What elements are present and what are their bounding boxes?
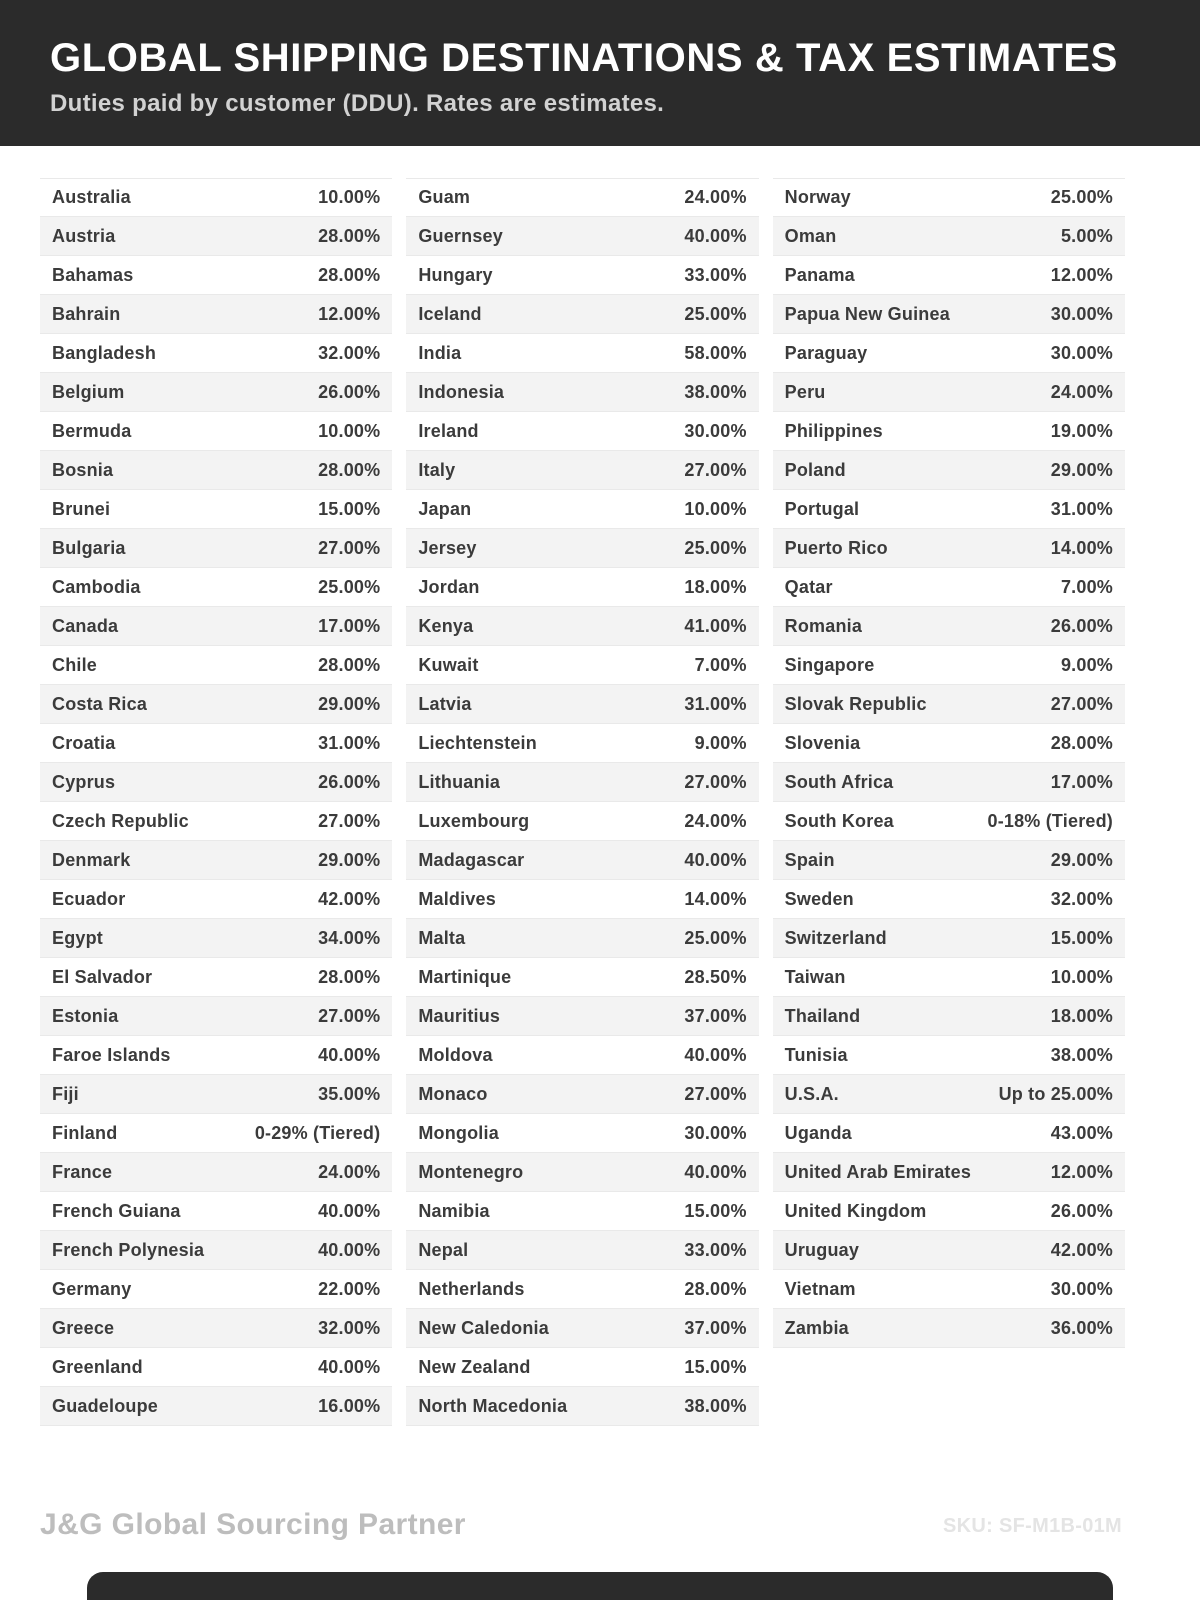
tax-rate: 12.00% bbox=[318, 303, 381, 324]
table-row bbox=[406, 607, 758, 646]
tax-rate: 24.00% bbox=[684, 187, 747, 207]
country-name: Bermuda bbox=[52, 420, 132, 441]
header bbox=[0, 0, 1200, 146]
tax-rate: 22.00% bbox=[318, 1278, 381, 1299]
tax-rate: 58.00% bbox=[684, 342, 747, 363]
country-name: Greece bbox=[52, 1317, 115, 1338]
country-name: Qatar bbox=[784, 576, 833, 597]
tax-rate: 32.00% bbox=[318, 342, 381, 363]
table-row bbox=[40, 178, 392, 217]
country-name: French Guiana bbox=[52, 1200, 181, 1221]
table-row bbox=[773, 1036, 1125, 1075]
table-row bbox=[40, 1192, 392, 1231]
table-row bbox=[40, 724, 392, 763]
table-row bbox=[40, 1309, 392, 1348]
table-row bbox=[406, 1387, 758, 1426]
table-row bbox=[773, 997, 1125, 1036]
country-name: Ecuador bbox=[52, 888, 126, 909]
country-name: Poland bbox=[784, 459, 846, 480]
tax-rate: 26.00% bbox=[1050, 615, 1113, 636]
table-row bbox=[773, 880, 1125, 919]
tax-rate: 10.00% bbox=[318, 420, 381, 441]
table-row bbox=[773, 568, 1125, 607]
table-row bbox=[773, 451, 1125, 490]
tax-rate: 9.00% bbox=[1060, 654, 1113, 675]
table-row bbox=[40, 646, 392, 685]
country-name: France bbox=[52, 1161, 113, 1182]
tax-rate: 28.00% bbox=[318, 654, 381, 675]
tax-rate: 10.00% bbox=[1050, 966, 1113, 987]
table-row bbox=[773, 1153, 1125, 1192]
tax-rate: 27.00% bbox=[318, 537, 381, 558]
country-name: Egypt bbox=[52, 927, 104, 948]
tax-rate: 30.00% bbox=[1050, 342, 1113, 363]
tax-rate: 28.00% bbox=[318, 459, 381, 480]
rates-column-3 bbox=[773, 178, 1125, 1348]
country-name: Austria bbox=[52, 225, 116, 246]
country-name: Namibia bbox=[418, 1200, 490, 1221]
country-name: Luxembourg bbox=[418, 810, 530, 831]
country-name: Portugal bbox=[784, 498, 860, 519]
rates-table bbox=[40, 178, 1125, 1426]
country-name: Peru bbox=[784, 381, 826, 402]
country-name: United Kingdom bbox=[784, 1200, 927, 1221]
country-name: Romania bbox=[784, 615, 863, 636]
tax-rate: 25.00% bbox=[1050, 187, 1113, 207]
tax-rate: 7.00% bbox=[1060, 576, 1113, 597]
tax-rate: 24.00% bbox=[1050, 381, 1113, 402]
tax-rate: 28.50% bbox=[684, 966, 747, 987]
country-name: Costa Rica bbox=[52, 693, 148, 714]
table-row bbox=[773, 1192, 1125, 1231]
table-row bbox=[40, 919, 392, 958]
tax-rate: 30.00% bbox=[684, 1122, 747, 1143]
table-row bbox=[40, 451, 392, 490]
table-row bbox=[773, 529, 1125, 568]
table-row bbox=[406, 1036, 758, 1075]
country-name: Brunei bbox=[52, 498, 111, 519]
country-name: Germany bbox=[52, 1278, 132, 1299]
table-row bbox=[40, 373, 392, 412]
country-name: New Zealand bbox=[418, 1356, 531, 1377]
table-row bbox=[406, 724, 758, 763]
country-name: Netherlands bbox=[418, 1278, 525, 1299]
tax-rate: 12.00% bbox=[1050, 1161, 1113, 1182]
country-name: Taiwan bbox=[784, 966, 846, 987]
country-name: Jordan bbox=[418, 576, 480, 597]
tax-rate: 31.00% bbox=[1050, 498, 1113, 519]
tax-rate: 29.00% bbox=[318, 849, 381, 870]
table-row bbox=[773, 1075, 1125, 1114]
table-row bbox=[40, 1075, 392, 1114]
country-name: Thailand bbox=[784, 1005, 861, 1026]
tax-rate: 33.00% bbox=[684, 264, 747, 285]
country-name: Uganda bbox=[784, 1122, 852, 1143]
country-name: Monaco bbox=[418, 1083, 488, 1104]
table-row bbox=[773, 217, 1125, 256]
country-name: Switzerland bbox=[784, 927, 887, 948]
tax-rate: 27.00% bbox=[684, 1083, 747, 1104]
table-row bbox=[40, 958, 392, 997]
country-name: Latvia bbox=[418, 693, 472, 714]
table-row bbox=[40, 997, 392, 1036]
tax-rate: 34.00% bbox=[318, 927, 381, 948]
tax-rate: 16.00% bbox=[318, 1395, 381, 1416]
tax-rate: 15.00% bbox=[684, 1356, 747, 1377]
country-name: Mauritius bbox=[418, 1005, 501, 1026]
country-name: Indonesia bbox=[418, 381, 505, 402]
table-row bbox=[40, 841, 392, 880]
tax-rate: 14.00% bbox=[1050, 537, 1113, 558]
table-row bbox=[773, 685, 1125, 724]
country-name: Denmark bbox=[52, 849, 131, 870]
table-row bbox=[40, 802, 392, 841]
tax-rate: 18.00% bbox=[1050, 1005, 1113, 1026]
table-row bbox=[40, 1270, 392, 1309]
country-name: Iceland bbox=[418, 303, 482, 324]
country-name: Australia bbox=[52, 187, 131, 207]
table-row bbox=[773, 1231, 1125, 1270]
tax-rate: 31.00% bbox=[318, 732, 381, 753]
tax-rate: 14.00% bbox=[684, 888, 747, 909]
table-row bbox=[406, 373, 758, 412]
country-name: Italy bbox=[418, 459, 456, 480]
table-row bbox=[40, 1231, 392, 1270]
tax-rate: 7.00% bbox=[694, 654, 747, 675]
tax-rate: 10.00% bbox=[318, 187, 381, 207]
table-row bbox=[406, 1153, 758, 1192]
table-row bbox=[406, 958, 758, 997]
country-name: Bosnia bbox=[52, 459, 114, 480]
table-row bbox=[40, 1348, 392, 1387]
tax-rate: 15.00% bbox=[1050, 927, 1113, 948]
tax-rate: 19.00% bbox=[1050, 420, 1113, 441]
tax-rate: 25.00% bbox=[318, 576, 381, 597]
country-name: Japan bbox=[418, 498, 472, 519]
tax-rate: 38.00% bbox=[1050, 1044, 1113, 1065]
country-name: Kenya bbox=[418, 615, 474, 636]
tax-rate: 26.00% bbox=[318, 381, 381, 402]
country-name: Lithuania bbox=[418, 771, 501, 792]
country-name: Jersey bbox=[418, 537, 477, 558]
tax-rate: 24.00% bbox=[684, 810, 747, 831]
table-row bbox=[406, 1348, 758, 1387]
tax-rate: 27.00% bbox=[1050, 693, 1113, 714]
tax-rate: 28.00% bbox=[318, 264, 381, 285]
table-row bbox=[406, 685, 758, 724]
country-name: U.S.A. bbox=[784, 1083, 839, 1104]
tax-rate: 17.00% bbox=[318, 615, 381, 636]
country-name: Liechtenstein bbox=[418, 732, 537, 753]
table-row bbox=[406, 1114, 758, 1153]
table-row bbox=[40, 685, 392, 724]
table-row bbox=[773, 334, 1125, 373]
table-row bbox=[773, 841, 1125, 880]
country-name: Faroe Islands bbox=[52, 1044, 171, 1065]
tax-rate: 29.00% bbox=[318, 693, 381, 714]
table-row bbox=[773, 724, 1125, 763]
table-row bbox=[773, 1309, 1125, 1348]
tax-rate: 15.00% bbox=[318, 498, 381, 519]
country-name: India bbox=[418, 342, 462, 363]
table-row bbox=[40, 334, 392, 373]
table-row bbox=[406, 1075, 758, 1114]
country-name: Puerto Rico bbox=[784, 537, 888, 558]
table-row bbox=[40, 1387, 392, 1426]
country-name: Fiji bbox=[52, 1083, 79, 1104]
table-row bbox=[40, 880, 392, 919]
tax-rate: 40.00% bbox=[318, 1239, 381, 1260]
tax-rate: 28.00% bbox=[1050, 732, 1113, 753]
tax-rate: 9.00% bbox=[694, 732, 747, 753]
tax-rate: 40.00% bbox=[684, 1161, 747, 1182]
country-name: New Caledonia bbox=[418, 1317, 549, 1338]
brand-name: J&G Global Sourcing Partner bbox=[40, 1508, 466, 1541]
tax-rate: 32.00% bbox=[1050, 888, 1113, 909]
tax-rate: 0-18% (Tiered) bbox=[987, 810, 1113, 831]
table-row bbox=[406, 880, 758, 919]
tax-rate: 28.00% bbox=[318, 966, 381, 987]
country-name: Estonia bbox=[52, 1005, 119, 1026]
table-row bbox=[406, 1192, 758, 1231]
country-name: Zambia bbox=[784, 1317, 849, 1338]
table-row bbox=[406, 412, 758, 451]
country-name: Bahrain bbox=[52, 303, 121, 324]
table-row bbox=[406, 451, 758, 490]
tax-rate: 27.00% bbox=[684, 459, 747, 480]
country-name: Guernsey bbox=[418, 225, 503, 246]
country-name: Mongolia bbox=[418, 1122, 499, 1143]
country-name: Chile bbox=[52, 654, 98, 675]
tax-rate: 40.00% bbox=[684, 225, 747, 246]
country-name: Paraguay bbox=[784, 342, 868, 363]
tax-rate: 0-29% (Tiered) bbox=[254, 1122, 381, 1143]
country-name: Greenland bbox=[52, 1356, 143, 1377]
country-name: Philippines bbox=[784, 420, 883, 441]
country-name: Slovenia bbox=[784, 732, 861, 753]
country-name: Sweden bbox=[784, 888, 854, 909]
table-row bbox=[40, 568, 392, 607]
country-name: Bulgaria bbox=[52, 537, 126, 558]
tax-rate: Up to 25.00% bbox=[998, 1083, 1113, 1104]
rates-column-1 bbox=[40, 178, 392, 1426]
tax-rate: 29.00% bbox=[1050, 849, 1113, 870]
table-row bbox=[773, 373, 1125, 412]
table-row bbox=[40, 217, 392, 256]
tax-rate: 10.00% bbox=[684, 498, 747, 519]
country-name: Moldova bbox=[418, 1044, 493, 1065]
country-name: Uruguay bbox=[784, 1239, 860, 1260]
country-name: Bangladesh bbox=[52, 342, 157, 363]
country-name: Kuwait bbox=[418, 654, 479, 675]
country-name: Spain bbox=[784, 849, 835, 870]
country-name: Panama bbox=[784, 264, 855, 285]
table-row bbox=[406, 334, 758, 373]
tax-rate: 40.00% bbox=[318, 1044, 381, 1065]
country-name: South Africa bbox=[784, 771, 894, 792]
tax-rate: 27.00% bbox=[318, 810, 381, 831]
tax-rate: 30.00% bbox=[1050, 303, 1113, 324]
country-name: Madagascar bbox=[418, 849, 525, 870]
table-row bbox=[40, 763, 392, 802]
tax-rate: 36.00% bbox=[1050, 1317, 1113, 1338]
rates-column-2 bbox=[406, 178, 758, 1426]
table-row bbox=[773, 763, 1125, 802]
sku-label: SKU: SF-M1B-01M bbox=[943, 1515, 1122, 1537]
table-row bbox=[406, 841, 758, 880]
country-name: Slovak Republic bbox=[784, 693, 927, 714]
country-name: Papua New Guinea bbox=[784, 303, 950, 324]
tax-rate: 33.00% bbox=[684, 1239, 747, 1260]
table-row bbox=[773, 412, 1125, 451]
tax-rate: 28.00% bbox=[684, 1278, 747, 1299]
tax-rate: 42.00% bbox=[318, 888, 381, 909]
table-row bbox=[406, 919, 758, 958]
table-row bbox=[406, 1309, 758, 1348]
tax-rate: 41.00% bbox=[684, 615, 747, 636]
table-row bbox=[773, 1114, 1125, 1153]
country-name: Singapore bbox=[784, 654, 875, 675]
tax-rate: 28.00% bbox=[318, 225, 381, 246]
country-name: El Salvador bbox=[52, 966, 153, 987]
country-name: Ireland bbox=[418, 420, 479, 441]
tax-rate: 40.00% bbox=[684, 1044, 747, 1065]
tax-rate: 27.00% bbox=[318, 1005, 381, 1026]
country-name: North Macedonia bbox=[418, 1395, 568, 1416]
tax-rate: 40.00% bbox=[318, 1356, 381, 1377]
table-row bbox=[40, 295, 392, 334]
country-name: Czech Republic bbox=[52, 810, 189, 831]
tax-rate: 15.00% bbox=[684, 1200, 747, 1221]
table-row bbox=[773, 607, 1125, 646]
table-row bbox=[773, 490, 1125, 529]
country-name: Vietnam bbox=[784, 1278, 856, 1299]
table-row bbox=[40, 529, 392, 568]
table-row bbox=[773, 802, 1125, 841]
tax-rate: 40.00% bbox=[684, 849, 747, 870]
tax-rate: 26.00% bbox=[318, 771, 381, 792]
tax-rate: 37.00% bbox=[684, 1317, 747, 1338]
tax-rate: 43.00% bbox=[1050, 1122, 1113, 1143]
table-row bbox=[773, 295, 1125, 334]
country-name: Croatia bbox=[52, 732, 116, 753]
table-row bbox=[406, 217, 758, 256]
tax-rate: 5.00% bbox=[1060, 225, 1113, 246]
tax-rate: 42.00% bbox=[1050, 1239, 1113, 1260]
tax-rate: 35.00% bbox=[318, 1083, 381, 1104]
country-name: Cyprus bbox=[52, 771, 116, 792]
tax-rate: 29.00% bbox=[1050, 459, 1113, 480]
page-subtitle: Duties paid by customer (DDU). Rates are estimates. bbox=[50, 90, 665, 117]
table-row bbox=[406, 178, 758, 217]
page-title: GLOBAL SHIPPING DESTINATIONS & TAX ESTIMATES bbox=[50, 36, 1118, 80]
country-name: Guadeloupe bbox=[52, 1395, 159, 1416]
country-name: South Korea bbox=[784, 810, 894, 831]
tax-rate: 37.00% bbox=[684, 1005, 747, 1026]
country-name: Finland bbox=[52, 1122, 118, 1143]
table-row bbox=[773, 256, 1125, 295]
tax-rate: 25.00% bbox=[684, 537, 747, 558]
tax-rate: 24.00% bbox=[318, 1161, 381, 1182]
table-row bbox=[40, 490, 392, 529]
table-row bbox=[40, 412, 392, 451]
tax-rate: 25.00% bbox=[684, 927, 747, 948]
table-row bbox=[406, 646, 758, 685]
country-name: Malta bbox=[418, 927, 466, 948]
country-name: Nepal bbox=[418, 1239, 469, 1260]
country-name: Canada bbox=[52, 615, 119, 636]
table-row bbox=[40, 1153, 392, 1192]
table-row bbox=[406, 490, 758, 529]
table-row bbox=[773, 919, 1125, 958]
country-name: Norway bbox=[784, 187, 851, 207]
country-name: Hungary bbox=[418, 264, 493, 285]
tax-rate: 38.00% bbox=[684, 1395, 747, 1416]
table-row bbox=[406, 568, 758, 607]
table-row bbox=[773, 178, 1125, 217]
country-name: Cambodia bbox=[52, 576, 141, 597]
tax-rate: 12.00% bbox=[1050, 264, 1113, 285]
tax-rate: 17.00% bbox=[1050, 771, 1113, 792]
country-name: Maldives bbox=[418, 888, 496, 909]
tax-rate: 30.00% bbox=[1050, 1278, 1113, 1299]
table-row bbox=[406, 256, 758, 295]
table-row bbox=[406, 1231, 758, 1270]
tax-rate: 18.00% bbox=[684, 576, 747, 597]
table-row bbox=[40, 607, 392, 646]
table-row bbox=[406, 763, 758, 802]
country-name: Bahamas bbox=[52, 264, 134, 285]
country-name: United Arab Emirates bbox=[784, 1161, 972, 1182]
tax-rate: 32.00% bbox=[318, 1317, 381, 1338]
tax-rate: 27.00% bbox=[684, 771, 747, 792]
table-row bbox=[773, 958, 1125, 997]
tax-rate: 40.00% bbox=[318, 1200, 381, 1221]
country-name: French Polynesia bbox=[52, 1239, 205, 1260]
country-name: Guam bbox=[418, 187, 471, 207]
table-row bbox=[40, 256, 392, 295]
table-row bbox=[406, 529, 758, 568]
table-row bbox=[406, 802, 758, 841]
tax-rate: 30.00% bbox=[684, 420, 747, 441]
country-name: Oman bbox=[784, 225, 837, 246]
table-row bbox=[406, 295, 758, 334]
country-name: Belgium bbox=[52, 381, 125, 402]
table-row bbox=[406, 997, 758, 1036]
table-row bbox=[40, 1036, 392, 1075]
table-row bbox=[773, 1270, 1125, 1309]
country-name: Montenegro bbox=[418, 1161, 524, 1182]
country-name: Tunisia bbox=[784, 1044, 848, 1065]
tax-rate: 31.00% bbox=[684, 693, 747, 714]
bottom-accent-bar bbox=[87, 1572, 1113, 1600]
table-row bbox=[773, 646, 1125, 685]
table-row bbox=[40, 1114, 392, 1153]
country-name: Martinique bbox=[418, 966, 512, 987]
tax-rate: 38.00% bbox=[684, 381, 747, 402]
table-row bbox=[406, 1270, 758, 1309]
tax-rate: 25.00% bbox=[684, 303, 747, 324]
tax-rate: 26.00% bbox=[1050, 1200, 1113, 1221]
